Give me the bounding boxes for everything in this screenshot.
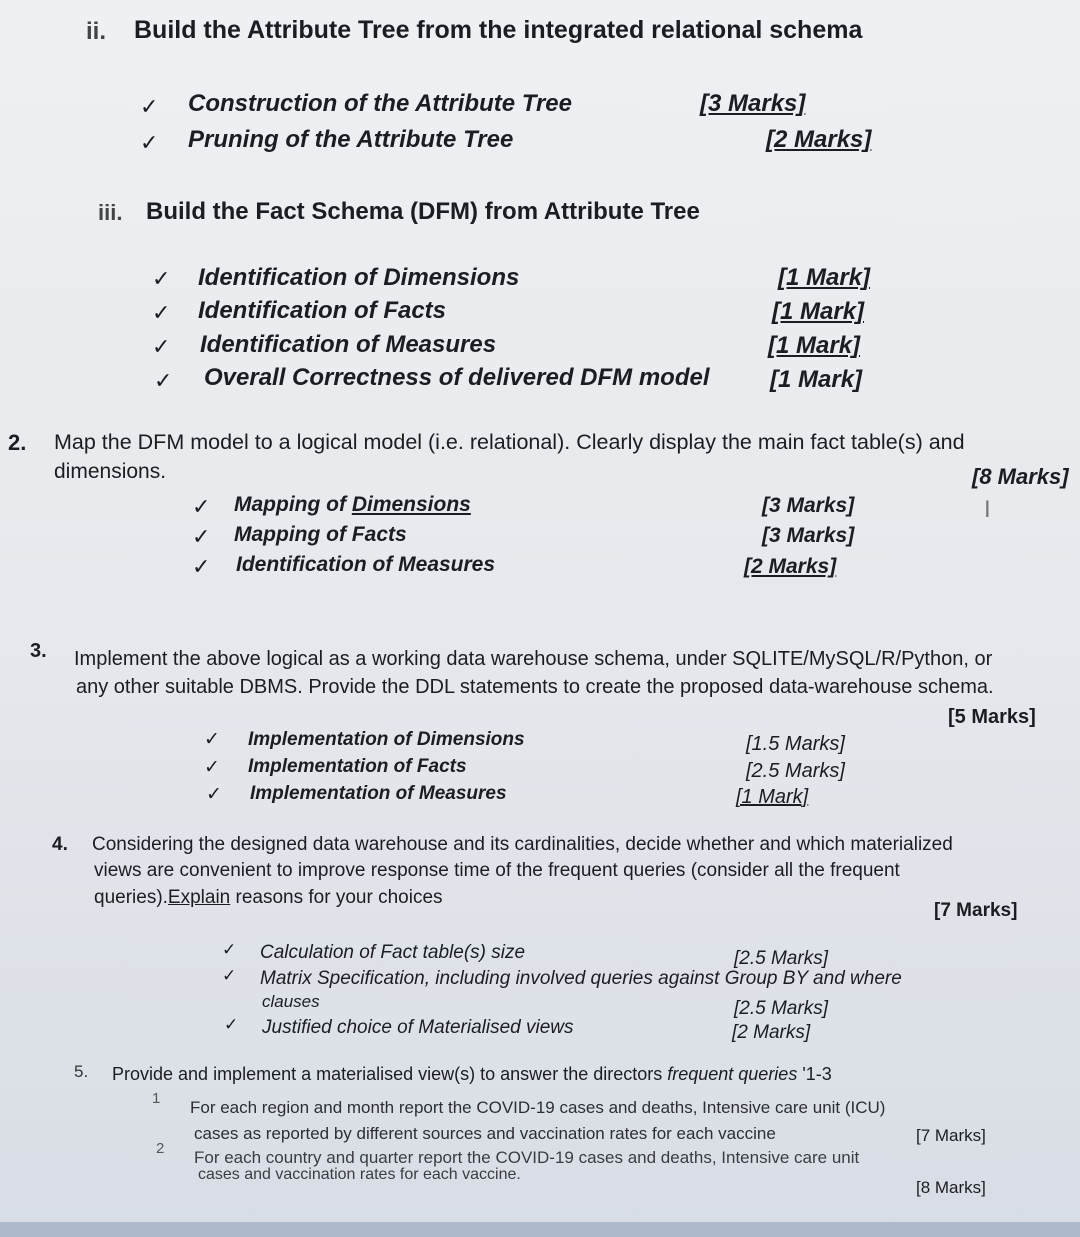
section-ii-item-1-label: Construction of the Attribute Tree bbox=[188, 90, 572, 117]
q3-item-1-marks: [1.5 Marks] bbox=[746, 733, 845, 755]
section-iii-item-4-marks: [1 Mark] bbox=[770, 366, 863, 393]
q3-number: 3. bbox=[30, 640, 47, 662]
section-iii-item-1-label: Identification of Dimensions bbox=[198, 264, 520, 291]
q4-total-marks: [7 Marks] bbox=[934, 900, 1018, 921]
q4-text-line-1: Considering the designed data warehouse and its cardinalities, decide whether and which materialized bbox=[92, 834, 953, 855]
q2-text-line-2: dimensions. bbox=[54, 460, 167, 483]
check-icon: ✓ bbox=[204, 729, 220, 750]
q3-item-1-label: Implementation of Dimensions bbox=[248, 729, 525, 750]
q5-text-line-1 bbox=[112, 1064, 832, 1085]
q3-item-3-label: Implementation of Measures bbox=[250, 783, 507, 804]
section-iii-item-2-label: Identification of Facts bbox=[198, 297, 447, 324]
q4-item-2-marks: [2.5 Marks] bbox=[734, 998, 828, 1019]
section-ii-item-2-label: Pruning of the Attribute Tree bbox=[188, 126, 514, 153]
q4-item-2-label-cont: clauses bbox=[262, 992, 320, 1011]
section-iii-heading: Build the Fact Schema (DFM) from Attribute Tree bbox=[146, 198, 700, 225]
section-iii-item-2-marks: [1 Mark] bbox=[772, 298, 865, 325]
q2-item-2-label: Mapping of Facts bbox=[234, 523, 407, 546]
q4-number: 4. bbox=[52, 834, 68, 855]
q3-item-2-marks: [2.5 Marks] bbox=[746, 760, 845, 782]
q2-item-3-marks: [2 Marks] bbox=[744, 555, 837, 578]
q3-total-marks: [5 Marks] bbox=[948, 706, 1036, 728]
check-icon: ✓ bbox=[154, 368, 173, 393]
q4-item-2-label: Matrix Specification, including involved queries against Group BY and where bbox=[260, 968, 902, 989]
q5-sub-2-marks: [8 Marks] bbox=[916, 1178, 986, 1197]
check-icon: ✓ bbox=[192, 524, 211, 549]
section-iii-item-3-marks: [1 Mark] bbox=[768, 332, 861, 359]
q2-item-1-emph: Dimensions bbox=[351, 493, 471, 516]
section-iii-numeral: iii. bbox=[98, 200, 123, 225]
section-iii-item-4-label: Overall Correctness of delivered DFM model bbox=[204, 364, 710, 391]
q2-item-3-label: Identification of Measures bbox=[236, 553, 496, 576]
q2-item-1-prefix: Mapping of bbox=[234, 493, 352, 516]
check-icon: ✓ bbox=[152, 334, 171, 359]
q2-number: 2. bbox=[8, 430, 27, 455]
section-ii-heading: Build the Attribute Tree from the integrated relational schema bbox=[134, 16, 863, 44]
page-bottom-edge bbox=[0, 1222, 1080, 1237]
q4-text-line-3-start: queries). bbox=[94, 887, 168, 908]
q4-explain-link: Explain bbox=[167, 887, 231, 908]
check-icon: ✓ bbox=[192, 494, 211, 519]
check-icon: ✓ bbox=[222, 940, 237, 959]
q3-item-3-marks: [1 Mark] bbox=[736, 786, 809, 808]
check-icon: ✓ bbox=[222, 966, 237, 985]
q4-text-line-3-end: reasons for your choices bbox=[230, 887, 443, 908]
q3-item-2-label: Implementation of Facts bbox=[248, 756, 467, 777]
q5-sub-2-line-1: For each country and quarter report the COVID-19 cases and deaths, Intensive care unit bbox=[194, 1148, 860, 1167]
section-ii-item-1-marks: [3 Marks] bbox=[700, 90, 806, 117]
q5-text-start: Provide and implement a materialised view(s) to answer the directors bbox=[112, 1064, 668, 1084]
q4-item-3-marks: [2 Marks] bbox=[732, 1022, 811, 1043]
q5-sub-1-line-1: For each region and month report the COVID-19 cases and deaths, Intensive care unit (ICU) bbox=[190, 1098, 886, 1117]
text-cursor-icon: I bbox=[984, 496, 991, 523]
q2-item-1-label bbox=[234, 493, 471, 517]
check-icon: ✓ bbox=[204, 757, 220, 778]
q5-number: 5. bbox=[74, 1062, 89, 1081]
q5-sub-2-number: 2 bbox=[156, 1140, 165, 1157]
q2-item-2-marks: [3 Marks] bbox=[762, 524, 855, 547]
q3-text-line-1: Implement the above logical as a working data warehouse schema, under SQLITE/MySQL/R/Python, or bbox=[74, 648, 993, 670]
section-iii-item-1-marks: [1 Mark] bbox=[778, 264, 871, 291]
check-icon: ✓ bbox=[192, 554, 211, 579]
q4-text-line-2: views are convenient to improve response time of the frequent queries (consider all the frequent bbox=[94, 860, 900, 881]
check-icon: ✓ bbox=[224, 1015, 239, 1034]
section-ii-item-2-marks: [2 Marks] bbox=[766, 126, 872, 153]
q5-sub-1-marks: [7 Marks] bbox=[916, 1126, 986, 1145]
check-icon: ✓ bbox=[140, 130, 159, 155]
q4-item-1-marks: [2.5 Marks] bbox=[734, 948, 828, 969]
q5-text-italic: frequent queries bbox=[667, 1064, 798, 1084]
q2-total-marks: [8 Marks] bbox=[972, 464, 1069, 489]
section-ii-numeral: ii. bbox=[86, 18, 107, 45]
check-icon: ✓ bbox=[206, 784, 222, 805]
check-icon: ✓ bbox=[152, 300, 171, 325]
q5-sub-1-line-2: cases as reported by different sources and vaccination rates for each vaccine bbox=[194, 1124, 776, 1143]
check-icon: ✓ bbox=[140, 94, 159, 119]
section-iii-item-3-label: Identification of Measures bbox=[200, 331, 497, 358]
q2-text-line-1: Map the DFM model to a logical model (i.e. relational). Clearly display the main fact table(s) and bbox=[54, 430, 965, 454]
q4-item-1-label: Calculation of Fact table(s) size bbox=[260, 942, 526, 963]
q4-item-3-label: Justified choice of Materialised views bbox=[262, 1017, 574, 1038]
q3-text-line-2: any other suitable DBMS. Provide the DDL statements to create the proposed data-warehouse schema. bbox=[76, 676, 994, 698]
q5-text-end: '1-3 bbox=[797, 1064, 832, 1084]
check-icon: ✓ bbox=[152, 266, 171, 291]
q5-sub-2-line-2: cases and vaccination rates for each vaccine. bbox=[198, 1166, 521, 1183]
q4-text-line-3 bbox=[94, 887, 443, 909]
q5-sub-1-number: 1 bbox=[152, 1090, 161, 1107]
q2-item-1-marks: [3 Marks] bbox=[762, 494, 855, 517]
